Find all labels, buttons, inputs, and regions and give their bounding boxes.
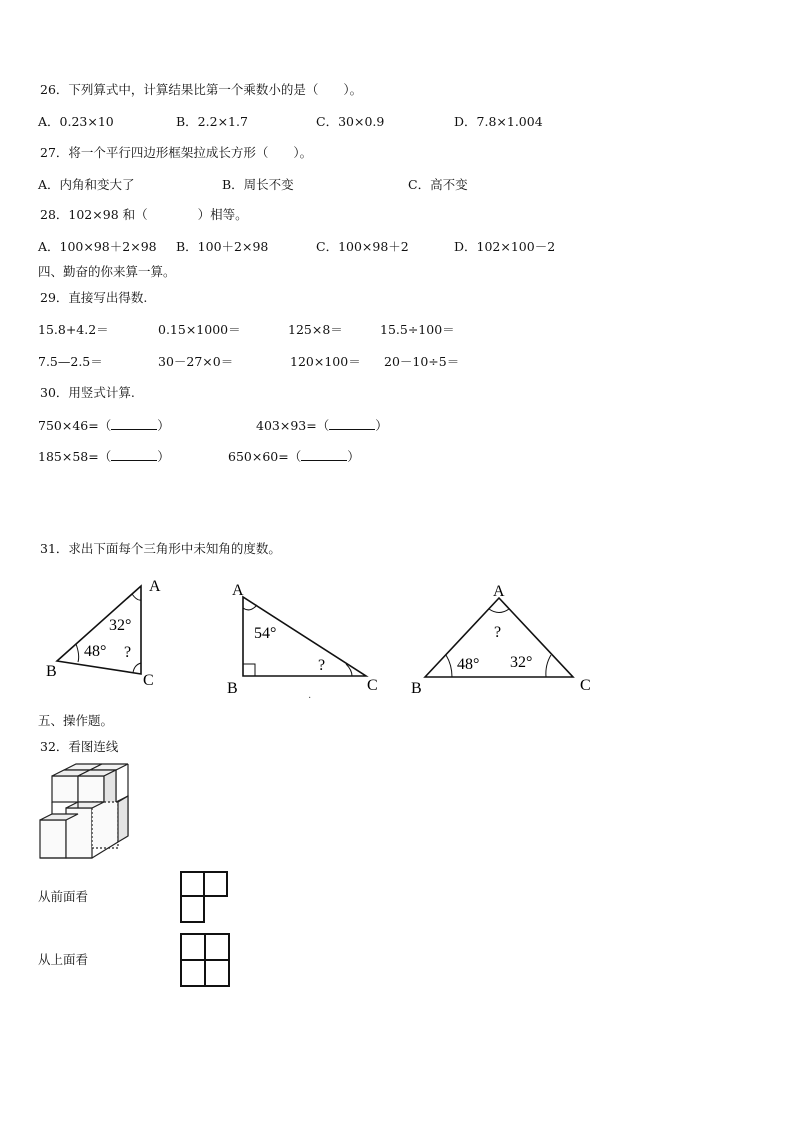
vertex-label-b: B xyxy=(411,680,422,697)
q30-expression: 185×58= xyxy=(38,449,99,464)
answer-blank[interactable] xyxy=(301,447,347,461)
q30-open-paren: （ xyxy=(98,418,112,433)
q29-item: 15.5÷100＝ xyxy=(380,322,455,337)
top-view-label: 从上面看 xyxy=(38,952,89,967)
vertex-label-b: B xyxy=(227,680,238,697)
cube-stack-figure xyxy=(36,762,136,867)
angle-arc xyxy=(132,594,141,600)
q27-option-a[interactable]: A．内角和变大了 xyxy=(38,177,135,192)
q26-stem: 26．下列算式中，计算结果比第一个乘数小的是（ ）。 xyxy=(40,82,363,97)
angle-value: 48° xyxy=(457,656,480,673)
q31-stem: 31．求出下面每个三角形中未知角的度数。 xyxy=(40,541,281,556)
q30-item xyxy=(38,447,170,465)
angle-arc xyxy=(546,655,551,677)
q27-option-c[interactable]: C．高不变 xyxy=(408,177,468,192)
triangle-2 xyxy=(227,582,378,697)
answer-blank[interactable] xyxy=(329,416,375,430)
angle-value: 48° xyxy=(84,643,107,660)
q29-item: 7.5—2.5＝ xyxy=(38,354,103,369)
q29-item: 30－27×0＝ xyxy=(158,354,234,369)
q29-stem: 29．直接写出得数. xyxy=(40,290,148,305)
q26-option-a[interactable]: A．0.23×10 xyxy=(38,114,114,129)
vertex-label-c: C xyxy=(143,672,154,689)
q30-item xyxy=(256,416,388,434)
vertex-label-c: C xyxy=(580,677,591,694)
q27-stem: 27．将一个平行四边形框架拉成长方形（ ）。 xyxy=(40,145,313,160)
q29-item: 20－10÷5＝ xyxy=(384,354,460,369)
angle-arc xyxy=(243,605,257,610)
top-view-figure[interactable] xyxy=(180,933,232,989)
q28-stem: 28．102×98 和（ ）相等。 xyxy=(40,207,248,222)
front-view-label: 从前面看 xyxy=(38,889,89,904)
vertex-label-a: A xyxy=(232,582,244,599)
front-view-figure[interactable] xyxy=(180,871,230,925)
q30-item xyxy=(228,447,360,465)
triangle-3 xyxy=(411,583,591,697)
vertex-label-c: C xyxy=(367,677,378,694)
q30-close-paren: ） xyxy=(157,449,170,464)
q30-expression: 750×46= xyxy=(38,418,99,433)
q30-open-paren: （ xyxy=(316,418,330,433)
section-4-heading: 四、勤奋的你来算一算。 xyxy=(38,264,176,279)
q30-close-paren: ） xyxy=(375,418,388,433)
q28-option-c[interactable]: C．100×98＋2 xyxy=(316,239,409,254)
answer-blank[interactable] xyxy=(111,447,157,461)
q30-close-paren: ） xyxy=(157,418,170,433)
q30-open-paren: （ xyxy=(288,449,302,464)
q30-stem: 30．用竖式计算. xyxy=(40,385,135,400)
q29-item: 120×100＝ xyxy=(290,354,361,369)
q28-option-b[interactable]: B．100＋2×98 xyxy=(176,239,269,254)
angle-value: 32° xyxy=(510,654,533,671)
q27-option-b[interactable]: B．周长不变 xyxy=(222,177,294,192)
q30-expression: 650×60= xyxy=(228,449,289,464)
q30-expression: 403×93= xyxy=(256,418,317,433)
q30-item xyxy=(38,416,170,434)
triangle-1 xyxy=(46,578,161,689)
answer-blank[interactable] xyxy=(111,416,157,430)
angle-arc xyxy=(446,655,452,677)
unknown-angle: ? xyxy=(494,624,502,641)
right-angle-mark xyxy=(243,664,255,676)
vertex-label-a: A xyxy=(493,583,505,600)
angle-value: 32° xyxy=(109,617,132,634)
q26-option-d[interactable]: D．7.8×1.004 xyxy=(454,114,543,129)
q29-item: 0.15×1000＝ xyxy=(158,322,241,337)
angle-arc xyxy=(76,644,79,662)
q30-close-paren: ） xyxy=(347,449,360,464)
unknown-angle: ? xyxy=(318,657,326,674)
q26-option-b[interactable]: B．2.2×1.7 xyxy=(176,114,248,129)
vertex-label-a: A xyxy=(149,578,161,595)
unknown-angle: ? xyxy=(124,644,132,661)
triangles-figure xyxy=(0,560,794,710)
q30-open-paren: （ xyxy=(98,449,112,464)
q26-option-c[interactable]: C．30×0.9 xyxy=(316,114,385,129)
svg-text:·: · xyxy=(308,693,312,704)
section-5-heading: 五、操作题。 xyxy=(38,713,114,728)
q29-item: 125×8＝ xyxy=(288,322,343,337)
angle-arc xyxy=(133,663,141,673)
q28-option-d[interactable]: D．102×100－2 xyxy=(454,239,556,254)
vertex-label-b: B xyxy=(46,663,57,680)
q28-option-a[interactable]: A．100×98＋2×98 xyxy=(38,239,157,254)
angle-arc xyxy=(489,609,509,613)
q32-stem: 32．看图连线 xyxy=(40,739,119,754)
angle-value: 54° xyxy=(254,625,277,642)
q29-item: 15.8+4.2＝ xyxy=(38,322,109,337)
